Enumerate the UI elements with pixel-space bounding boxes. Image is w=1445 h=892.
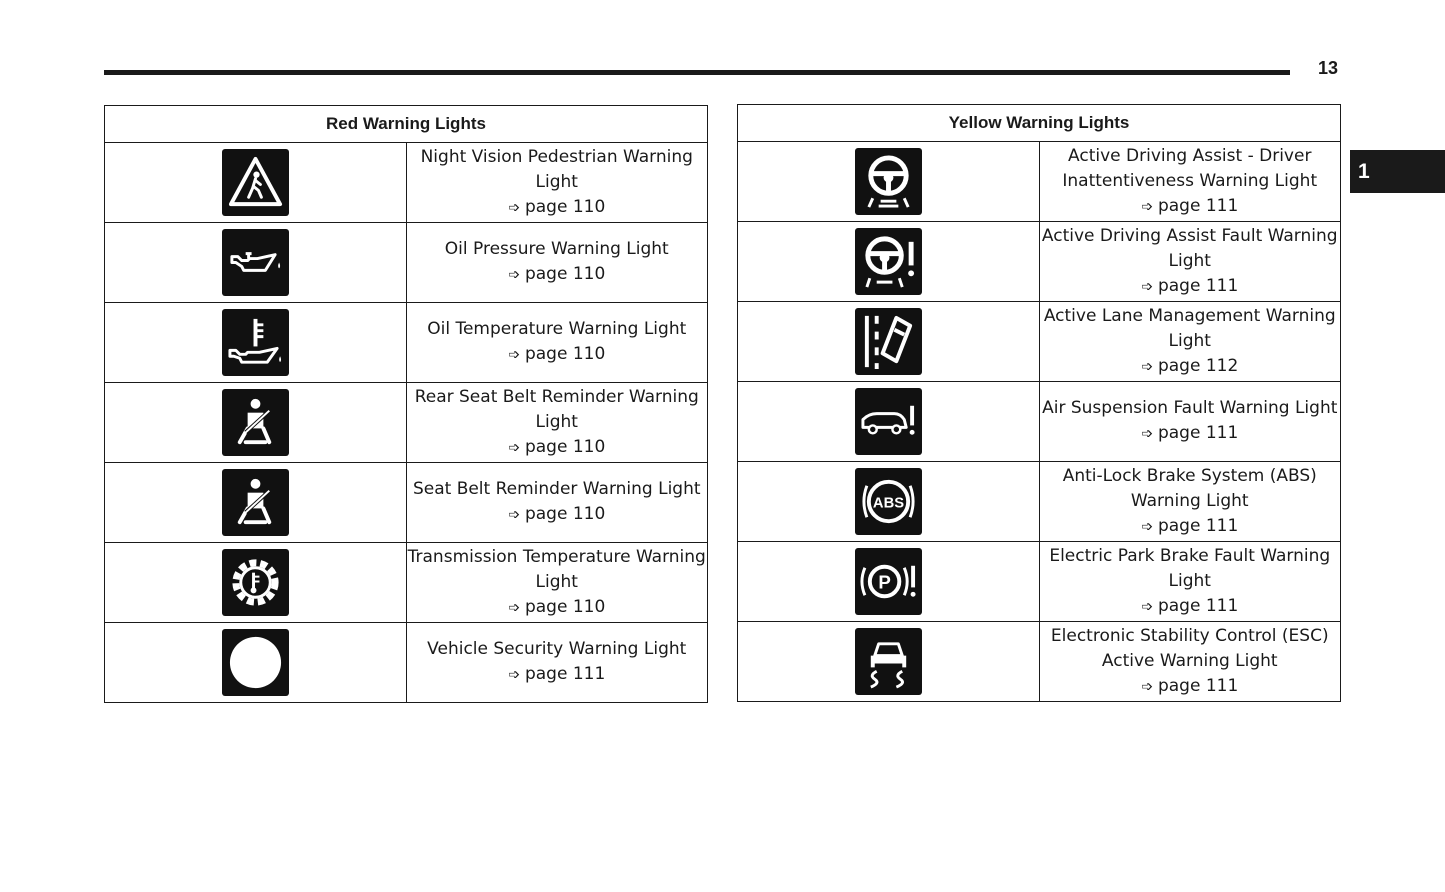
table-row (105, 303, 708, 383)
table-row (105, 383, 708, 463)
page-reference-link[interactable]: ➩ page 111 (1141, 275, 1239, 296)
row-label: Electric Park Brake Fault Warning Light (1049, 545, 1331, 591)
arrow-right-icon: ➩ (1141, 426, 1153, 442)
page-reference-link[interactable]: ➩ page 110 (508, 436, 606, 457)
steering-wheel-icon (855, 148, 922, 215)
row-label: Active Driving Assist Fault Warning Light (1041, 225, 1338, 271)
yellow-warning-lights-table (737, 104, 1341, 702)
row-label: Oil Temperature Warning Light (427, 319, 687, 339)
page-reference-link[interactable]: ➩ page 111 (1141, 595, 1239, 616)
page-number: 13 (1317, 58, 1339, 78)
arrow-right-icon: ➩ (1141, 198, 1153, 215)
page-reference-link[interactable]: ➩ page 111 (1141, 423, 1239, 443)
yellow-table-title: Yellow Warning Lights (738, 105, 1341, 142)
park-brake-icon (855, 548, 922, 615)
red-table-title: Red Warning Lights (105, 106, 708, 143)
page-reference-link[interactable]: ➩ page 112 (1141, 355, 1239, 376)
arrow-right-icon: ➩ (1141, 598, 1153, 615)
row-label: Anti-Lock Brake System (ABS) Warning Light (1062, 465, 1317, 511)
page-reference-link[interactable]: ➩ page 110 (508, 504, 606, 524)
row-label: Active Lane Management Warning Light (1043, 305, 1336, 351)
row-label: Air Suspension Fault Warning Light (1042, 398, 1338, 418)
page-reference-link[interactable]: ➩ page 111 (1141, 195, 1239, 216)
table-row (738, 142, 1341, 222)
row-label: Oil Pressure Warning Light (444, 239, 669, 259)
arrow-right-icon: ➩ (508, 599, 520, 616)
table-row (105, 223, 708, 303)
transmission-temperature-icon (222, 549, 289, 616)
page-reference-link[interactable]: ➩ page 110 (508, 596, 606, 617)
arrow-right-icon: ➩ (508, 667, 520, 683)
oil-temperature-icon (222, 309, 289, 376)
svg-text:P: P (878, 571, 891, 593)
arrow-right-icon: ➩ (1141, 678, 1153, 695)
pedestrian-warning-icon (222, 149, 289, 216)
row-label: Vehicle Security Warning Light (427, 639, 687, 659)
lane-departure-icon (855, 308, 922, 375)
esc-skid-icon (855, 628, 922, 695)
air-suspension-icon (855, 388, 922, 455)
abs-icon (855, 468, 922, 535)
seat-belt-icon (222, 389, 289, 456)
row-label: Electronic Stability Control (ESC) Active Warning Light (1050, 625, 1329, 671)
page-reference-link[interactable]: ➩ page 110 (508, 264, 606, 284)
row-label: Active Driving Assist - Driver Inattentiveness Warning Light (1062, 145, 1318, 191)
table-row (738, 622, 1341, 702)
table-row (738, 302, 1341, 382)
table-row (105, 623, 708, 703)
arrow-right-icon: ➩ (508, 347, 520, 363)
page-reference-link[interactable]: ➩ page 110 (508, 196, 606, 217)
arrow-right-icon: ➩ (508, 507, 520, 523)
page-reference-link[interactable]: ➩ page 111 (1141, 515, 1239, 536)
red-warning-lights-table (104, 105, 708, 703)
chapter-tab[interactable]: 1 (1350, 150, 1445, 193)
oil-can-icon (222, 229, 289, 296)
table-row (738, 382, 1341, 462)
table-row (738, 462, 1341, 542)
table-row (738, 222, 1341, 302)
arrow-right-icon: ➩ (1141, 518, 1153, 535)
table-row (105, 143, 708, 223)
row-label: Transmission Temperature Warning Light (407, 546, 706, 592)
steering-wheel-fault-icon (855, 228, 922, 295)
row-label: Seat Belt Reminder Warning Light (412, 479, 701, 499)
table-row (105, 463, 708, 543)
arrow-right-icon: ➩ (508, 267, 520, 283)
arrow-right-icon: ➩ (508, 199, 520, 216)
security-circle-icon (222, 629, 289, 696)
seat-belt-icon (222, 469, 289, 536)
page-reference-link[interactable]: ➩ page 111 (508, 664, 606, 684)
header-rule (104, 70, 1290, 75)
arrow-right-icon: ➩ (508, 439, 520, 456)
row-label: Night Vision Pedestrian Warning Light (420, 146, 693, 192)
page-reference-link[interactable]: ➩ page 110 (508, 344, 606, 364)
arrow-right-icon: ➩ (1141, 358, 1153, 375)
svg-text:ABS: ABS (872, 495, 904, 512)
table-row (105, 543, 708, 623)
table-row (738, 542, 1341, 622)
arrow-right-icon: ➩ (1141, 278, 1153, 295)
page-reference-link[interactable]: ➩ page 111 (1141, 675, 1239, 696)
row-label: Rear Seat Belt Reminder Warning Light (414, 386, 699, 432)
